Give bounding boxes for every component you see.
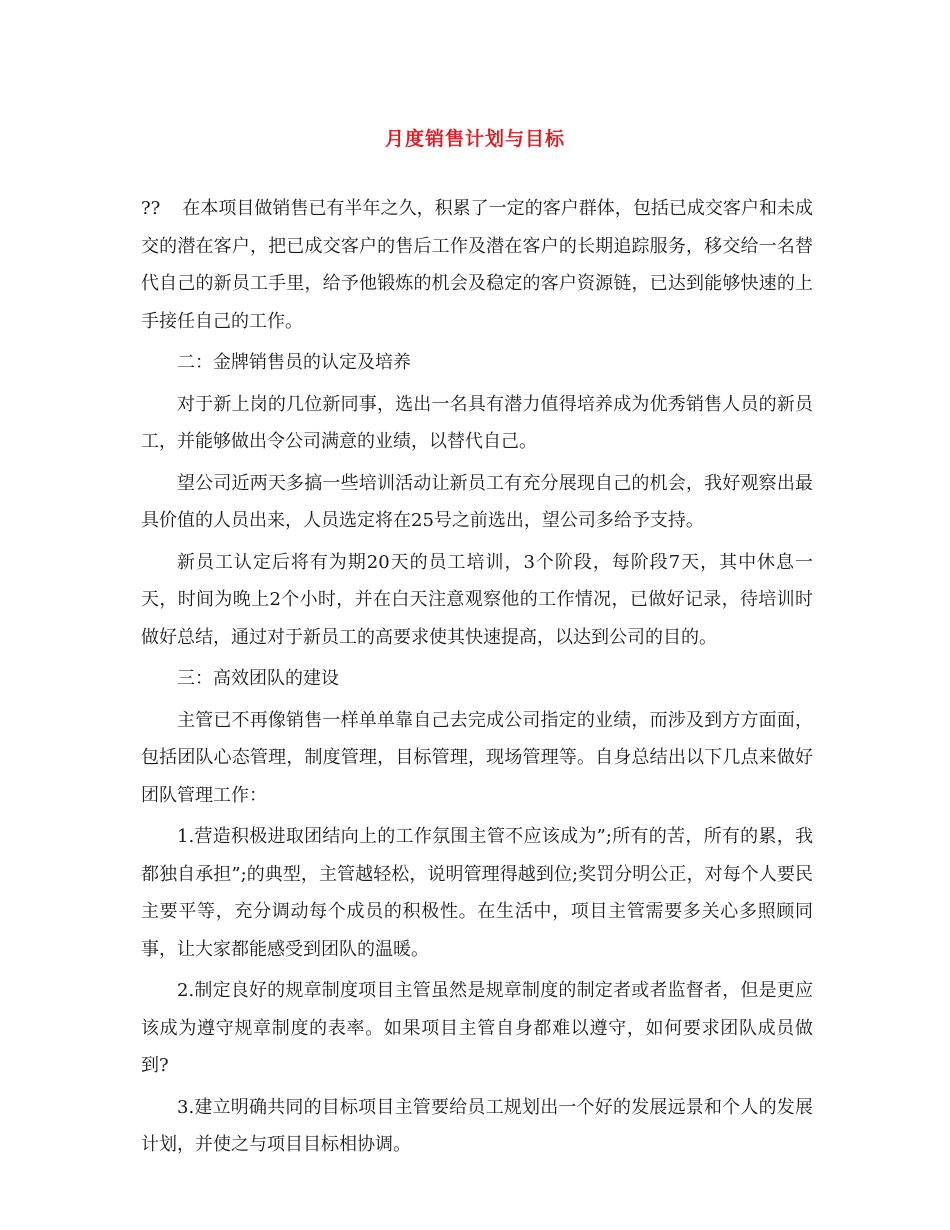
paragraph: 新员工认定后将有为期20天的员工培训，3个阶段，每阶段7天，其中休息一天，时间为晚上2个小时，并在白天注意观察他的工作情况，已做好记录，待培训时做好总结，通过对于新员工的高要求使其快速提高，以达到公司的目的。 <box>141 551 813 648</box>
list-item: 3.建立明确共同的目标项目主管要给员工规划出一个好的发展远景和个人的发展计划，并使之与项目目标相协调。 <box>141 1096 813 1155</box>
paragraph: 对于新上岗的几位新同事，选出一名具有潜力值得培养成为优秀销售人员的新员工，并能够做出令公司满意的业绩，以替代自己。 <box>141 393 813 452</box>
paragraph-intro <box>141 190 813 340</box>
section-heading-gold-sales: 二：金牌销售员的认定及培养 <box>177 352 411 373</box>
paragraph: 主管已不再像销售一样单单靠自己去完成公司指定的业绩，而涉及到方方面面，包括团队心态管理，制度管理，目标管理，现场管理等。自身总结出以下几点来做好团队管理工作： <box>141 709 813 806</box>
lead-marks: ?? <box>141 198 161 219</box>
document-title: 月度销售计划与目标 <box>384 128 565 150</box>
paragraph-text: 在本项目做销售已有半年之久，积累了一定的客户群体，包括已成交客户和未成交的潜在客户，把已成交客户的售后工作及潜在客户的长期追踪服务，移交给一名替代自己的新员工手里，给予他锻炼的机会及稳定的客户资源链，已达到能够快速的上手接任自己的工作。 <box>141 198 813 332</box>
section-heading-team-building: 三：高效团队的建设 <box>177 668 339 689</box>
list-item: 1.营造积极进取团结向上的工作氛围主管不应该成为”;所有的苦，所有的累，我都独自承担”;的典型，主管越轻松，说明管理得越到位;奖罚分明公正，对每个人要民主要平等，充分调动每个成员的积极性。在生活中，项目主管需要多关心多照顾同事，让大家都能感受到团队的温暖。 <box>141 826 813 960</box>
list-item: 2.制定良好的规章制度项目主管虽然是规章制度的制定者或者监督者，但是更应该成为遵守规章制度的表率。如果项目主管自身都难以遵守，如何要求团队成员做到? <box>141 980 813 1076</box>
document-body <box>141 190 813 1168</box>
paragraph: 望公司近两天多搞一些培训活动让新员工有充分展现自己的机会，我好观察出最具价值的人员出来，人员选定将在25号之前选出，望公司多给予支持。 <box>141 472 813 531</box>
